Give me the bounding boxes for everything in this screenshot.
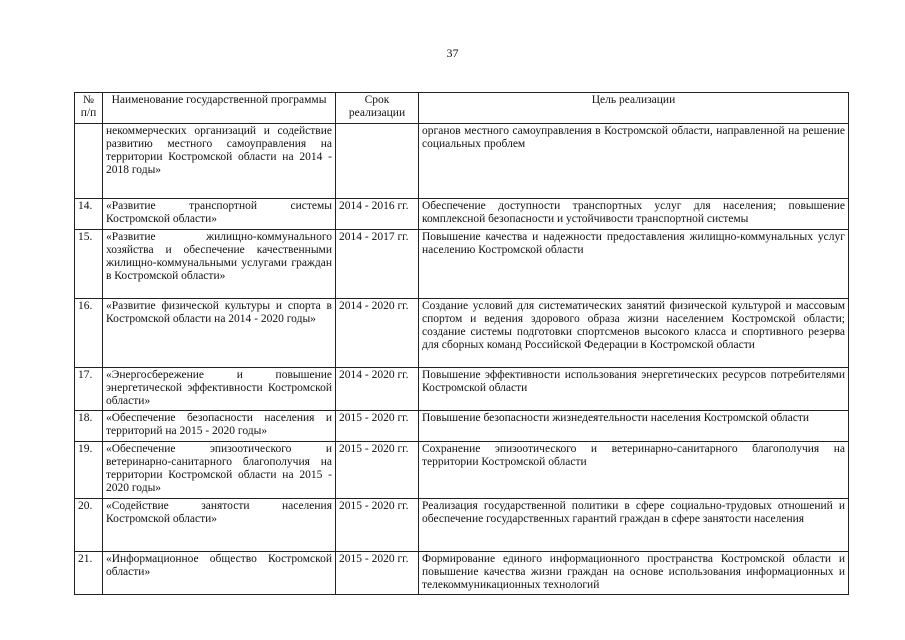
table-row — [75, 230, 849, 299]
row-program-name: «Содействие занятости населения Костромской области» — [103, 499, 336, 552]
row-goal: Повышение эффективности использования энергетических ресурсов потребителями Костромской области — [419, 368, 849, 411]
row-num — [75, 124, 103, 199]
row-program-name: «Развитие жилищно-коммунального хозяйства и обеспечение качественными жилищно-коммунальными услугами граждан в Костромской области» — [103, 230, 336, 299]
table-row — [75, 368, 849, 411]
row-num: 14. — [75, 199, 103, 230]
row-term: 2015 - 2020 гг. — [336, 499, 419, 552]
row-num: 20. — [75, 499, 103, 552]
row-goal: Реализация государственной политики в сфере социально-трудовых отношений и обеспечение государственных гарантий граждан в сфере занятости населения — [419, 499, 849, 552]
table-row — [75, 299, 849, 368]
table-row — [75, 124, 849, 199]
table-row — [75, 199, 849, 230]
row-term: 2014 - 2020 гг. — [336, 368, 419, 411]
header-num: № п/п — [75, 93, 103, 124]
row-term — [336, 124, 419, 199]
row-goal: Повышение качества и надежности предоставления жилищно-коммунальных услуг населению Костромской области — [419, 230, 849, 299]
header-goal: Цель реализации — [419, 93, 849, 124]
row-goal: Формирование единого информационного пространства Костромской области и повышение качества жизни граждан на основе использования информационных и телекоммуникационных технологий — [419, 552, 849, 595]
row-goal: Обеспечение доступности транспортных услуг для населения; повышение комплексной безопасности и устойчивости транспортной системы — [419, 199, 849, 230]
row-program-name: «Обеспечение безопасности населения и территорий на 2015 - 2020 годы» — [103, 411, 336, 442]
row-num: 16. — [75, 299, 103, 368]
row-num: 15. — [75, 230, 103, 299]
row-num: 17. — [75, 368, 103, 411]
row-program-name: «Обеспечение эпизоотического и ветеринарно-санитарного благополучия на территории Костромской области на 2015 - 2020 годы» — [103, 442, 336, 499]
header-name: Наименование государственной программы — [103, 93, 336, 124]
row-program-name: «Развитие физической культуры и спорта в Костромской области на 2014 - 2020 годы» — [103, 299, 336, 368]
table-row — [75, 499, 849, 552]
row-term: 2014 - 2020 гг. — [336, 299, 419, 368]
table-row — [75, 411, 849, 442]
row-term: 2014 - 2016 гг. — [336, 199, 419, 230]
table-row — [75, 442, 849, 499]
row-program-name: «Информационное общество Костромской области» — [103, 552, 336, 595]
table-header-row — [75, 93, 849, 124]
row-term: 2014 - 2017 гг. — [336, 230, 419, 299]
row-term: 2015 - 2020 гг. — [336, 552, 419, 595]
row-num: 18. — [75, 411, 103, 442]
header-term: Срок реализации — [336, 93, 419, 124]
row-program-name: «Развитие транспортной системы Костромской области» — [103, 199, 336, 230]
row-goal: Создание условий для систематических занятий физической культурой и массовым спортом и ведения здорового образа жизни населением Костромской области; создание системы подготовки спортсменов высокого класса и спортивного резерва для сборных команд Российской Федерации в Костромской области — [419, 299, 849, 368]
row-num: 19. — [75, 442, 103, 499]
table-row — [75, 552, 849, 595]
page-number: 37 — [446, 46, 459, 60]
row-term: 2015 - 2020 гг. — [336, 442, 419, 499]
row-goal: органов местного самоуправления в Костромской области, направленной на решение социальных проблем — [419, 124, 849, 199]
row-goal: Повышение безопасности жизнедеятельности населения Костромской области — [419, 411, 849, 442]
row-program-name: «Энергосбережение и повышение энергетической эффективности Костромской области» — [103, 368, 336, 411]
row-num: 21. — [75, 552, 103, 595]
row-term: 2015 - 2020 гг. — [336, 411, 419, 442]
row-program-name: некоммерческих организаций и содействие развитию местного самоуправления на территории Костромской области на 2014 - 2018 годы» — [103, 124, 336, 199]
state-programs-table — [74, 92, 849, 595]
row-goal: Сохранение эпизоотического и ветеринарно-санитарного благополучия на территории Костромской области — [419, 442, 849, 499]
